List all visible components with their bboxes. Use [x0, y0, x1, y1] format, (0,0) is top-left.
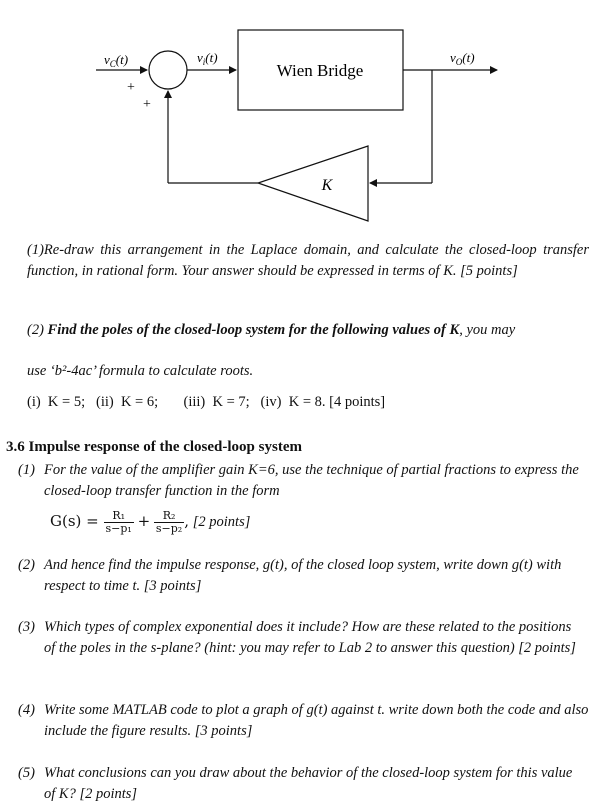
section-item-5-text: What conclusions can you draw about the behavior of the closed-loop system for this value of K? [2 points]	[44, 765, 573, 802]
section-item-5-number: (5)	[18, 765, 35, 781]
plus-sign-bottom: +	[143, 97, 151, 112]
section-item-2-number: (2)	[18, 557, 35, 573]
section-heading: 3.6 Impulse response of the closed-loop system	[6, 439, 302, 455]
summing-junction	[149, 51, 187, 89]
gain-label: K	[321, 177, 333, 194]
formula-fraction-1: $\frac{\text{R₁}}{\text{s−p₁}}$	[105, 509, 132, 535]
block-diagram	[0, 0, 612, 235]
question-2-text: (2) Find the poles of the closed-loop system for the following values of K, you may	[27, 322, 516, 338]
question-1-text: (1)Re-draw this arrangement in the Laplace domain, and calculate the closed-loop transfer function, in rational form. Your answer should be expressed in terms of K. [5 points]	[27, 242, 589, 279]
formula-points: [2 points]	[192, 513, 251, 530]
output-signal-label: $v_O(t)$	[450, 50, 475, 67]
gain-block-triangle	[258, 146, 368, 221]
plus-sign-top: +	[127, 80, 135, 95]
section-item-4-text: Write some MATLAB code to plot a graph of g(t) against t. write down both the code and also include the figure results. [3 points]	[44, 702, 589, 739]
formula-fraction-2: $\frac{\text{R₂}}{\text{s−p₂}}$	[155, 509, 183, 535]
input-signal-label: $v_C(t)$	[104, 52, 129, 69]
section-item-4-number: (4)	[18, 702, 35, 718]
formula-plus: +	[137, 511, 151, 530]
section-item-3-text: Which types of complex exponential does it include? How are these related to the positions of the poles in the s-plane? (hint: you may refer to Lab 2 to answer this question) [2 points]	[44, 619, 576, 656]
wien-bridge-label: Wien Bridge	[276, 61, 364, 80]
section-item-2-text: And hence find the impulse response, g(t), of the closed loop system, write down g(t) with respect to time t. [3 points]	[44, 557, 562, 594]
formula-lhs: G(s) =	[50, 511, 104, 530]
partial-fraction-formula: G(s) = $\frac{\text{R₁}}{\text{s−p₁}}$ + $\frac{\text{R₂}}{\text{s−p₂}}$ , [2 points]	[50, 509, 251, 535]
question-2-line2: use ‘b²-4ac’ formula to calculate roots.	[27, 363, 254, 379]
section-item-3-number: (3)	[18, 619, 35, 635]
section-item-1-text: For the value of the amplifier gain K=6, use the technique of partial fractions to express the closed-loop transfer function in the form	[44, 462, 579, 499]
section-item-1-number: (1)	[18, 462, 35, 478]
question-2-values: (i) K = 5; (ii) K = 6; (iii) K = 7; (iv) K = 8. [4 points]	[27, 394, 386, 410]
intermediate-signal-label: $v_i(t)$	[197, 50, 218, 67]
